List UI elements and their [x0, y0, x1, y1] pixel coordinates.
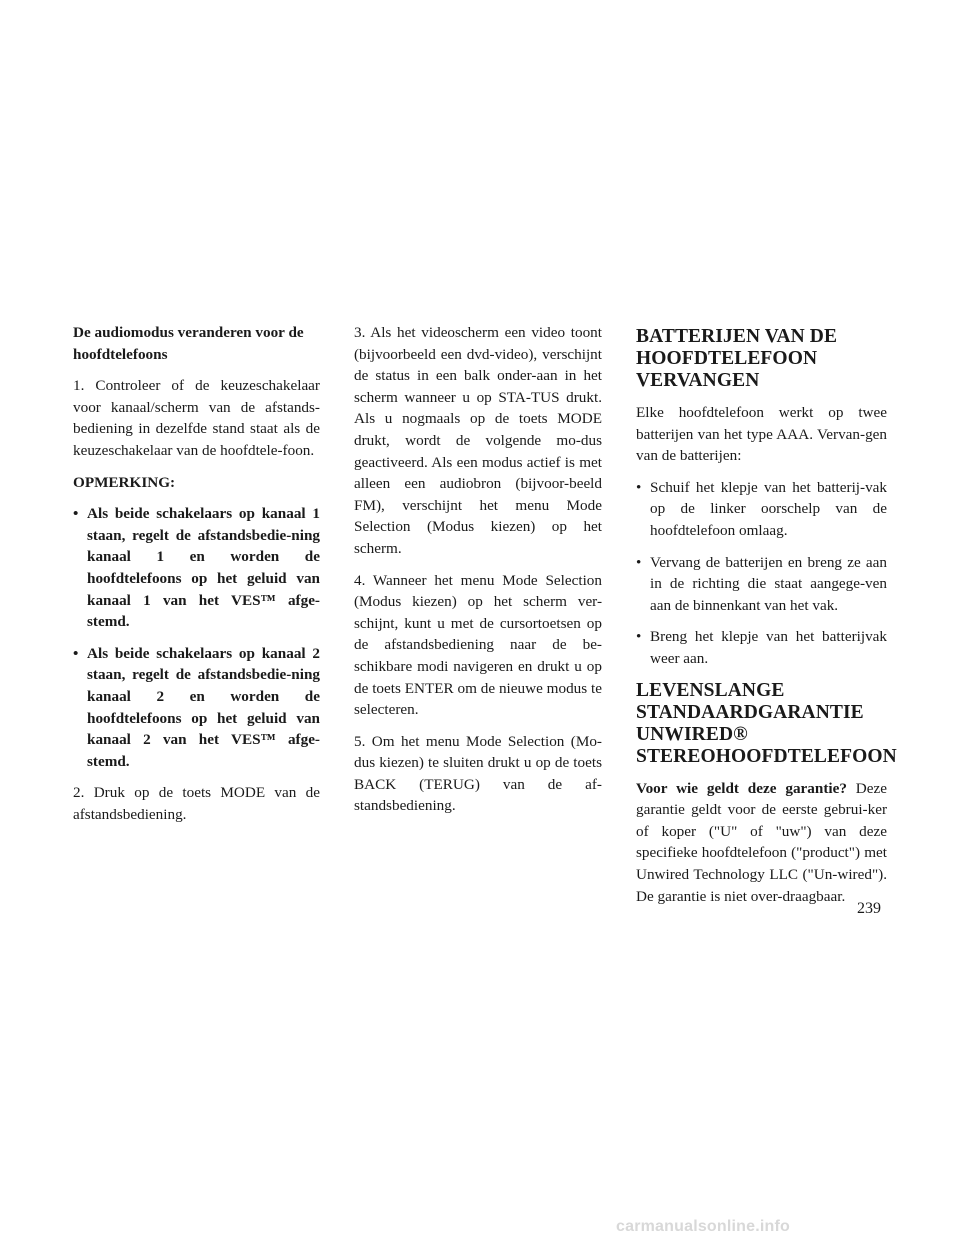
column-left	[73, 322, 320, 835]
section-title-line: STANDAARDGARANTIE	[636, 701, 864, 723]
step-4: 4. Wanneer het menu Mode Selection (Modus kiezen) op het scherm ver-schijnt, kunt u met de cursortoetsen op de afstandsbediening naar de be-schikbare modi navigeren en drukt u op de toets ENTER om de nieuwe modus te selecteren.	[354, 571, 602, 719]
step-1: 1. Controleer of de keuzeschakelaar voor kanaal/scherm van de afstands-bediening in dezelfde stand staat als de keuzeschakelaar van de hoofdtele-foon.	[73, 377, 320, 459]
page-number: 239	[857, 900, 881, 917]
step-2: 2. Druk op de toets MODE van de afstandsbediening.	[73, 784, 320, 823]
warranty-paragraph	[636, 778, 887, 908]
battery-bullet-1: • Schuif het klepje van het batterij-vak op de linker oorschelp van de hoofdtelefoon omlaag.	[636, 477, 887, 542]
step-5: 5. Om het menu Mode Selection (Mo-dus kiezen) te sluiten drukt u op de toets BACK (TERUG) van de af-standsbediening.	[354, 732, 602, 815]
battery-intro: Elke hoofdtelefoon werkt op twee batterijen van het type AAA. Vervan-gen van de batterijen:	[636, 404, 887, 465]
note-bullet-1: • Als beide schakelaars op kanaal 1 staan, regelt de afstandsbedie-ning kanaal 1 en worden de hoofdtelefoons op het geluid van kanaal 1 van het VES™ afge-stemd.	[73, 503, 320, 633]
note-bullet-2: • Als beide schakelaars op kanaal 2 staan, regelt de afstandsbedie-ning kanaal 2 en worden de hoofdtelefoons op het geluid van kanaal 2 van het VES™ afge-stemd.	[73, 643, 320, 773]
subsection-heading: De audiomodus veranderen voor de hoofdtelefoons	[73, 324, 304, 363]
section-title-line: UNWIRED®	[636, 723, 748, 745]
battery-bullet-3: • Breng het klepje van het batterijvak weer aan.	[636, 626, 887, 669]
section-title-line: STEREOHOOFDTELEFOON	[636, 745, 897, 767]
step-3: 3. Als het videoscherm een video toont (bijvoorbeeld een dvd-video), verschijnt de status in een balk onder-aan in het scherm wanneer u op STA-TUS drukt. Als u nogmaals op de toets MODE drukt, wordt de volgende mo-dus geactiveerd. Als een modus actief is met alleen een audiobron (bijvoor-beeld FM), verschijnt het menu Mode Selection (Modus kiezen) op het scherm.	[354, 324, 602, 557]
warranty-body: Deze garantie geldt voor de eerste gebrui-ker of koper ("U" of "uw") van deze specifieke hoofdtelefoon ("product") met Unwired Technology LLC ("Un-wired"). De garantie is niet over-draagbaar.	[636, 779, 887, 905]
section-title-line: VERVANGEN	[636, 370, 760, 391]
column-middle	[354, 322, 602, 827]
section-title-line: BATTERIJEN VAN DE	[636, 326, 838, 347]
note-bullet-list	[73, 503, 320, 772]
note-label: OPMERKING:	[73, 473, 176, 491]
column-right	[636, 326, 897, 917]
section-title-line: HOOFDTELEFOON	[636, 348, 818, 369]
watermark: carmanualsonline.info	[616, 1218, 791, 1235]
section-title-battery	[636, 326, 887, 392]
warranty-lead: Voor wie geldt deze garantie?	[636, 779, 847, 797]
section-title-line: LEVENSLANGE	[636, 679, 785, 701]
battery-bullet-list	[636, 477, 887, 670]
battery-bullet-2: • Vervang de batterijen en breng ze aan in de richting die staat aangege-ven aan de binnenkant van het vak.	[636, 552, 887, 617]
section-title-warranty	[636, 679, 897, 768]
